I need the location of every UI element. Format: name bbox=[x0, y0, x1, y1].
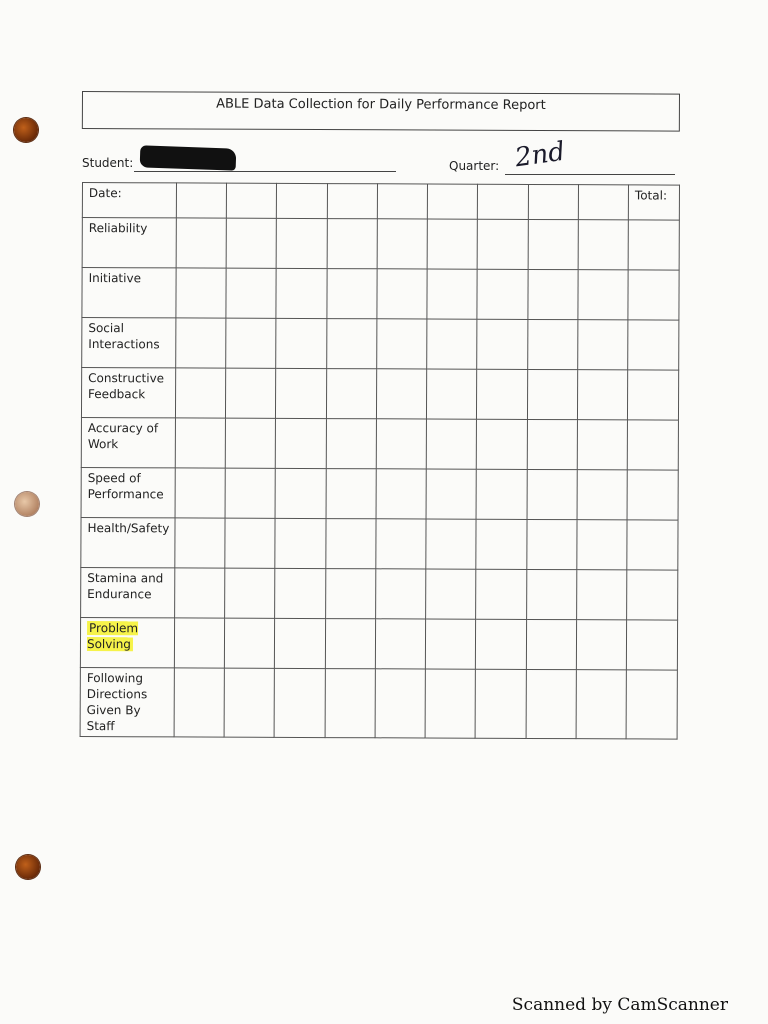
score-cell[interactable] bbox=[476, 469, 526, 519]
table-row bbox=[81, 567, 678, 620]
score-cell[interactable] bbox=[578, 270, 628, 320]
score-cell[interactable] bbox=[376, 419, 426, 469]
total-cell[interactable] bbox=[627, 370, 678, 420]
score-cell[interactable] bbox=[275, 568, 325, 618]
criterion-text: Reliability bbox=[88, 221, 148, 236]
score-cell[interactable] bbox=[576, 570, 626, 620]
score-cell[interactable] bbox=[225, 568, 275, 618]
score-cell[interactable] bbox=[176, 218, 226, 268]
score-cell[interactable] bbox=[576, 620, 626, 670]
score-cell[interactable] bbox=[577, 370, 627, 420]
redacted-student-name bbox=[140, 145, 237, 170]
criterion-label bbox=[81, 517, 175, 567]
score-cell[interactable] bbox=[275, 668, 326, 737]
total-label: Total: bbox=[628, 185, 679, 220]
date-cell[interactable] bbox=[377, 184, 427, 219]
table-row bbox=[82, 268, 679, 321]
table-row bbox=[81, 368, 678, 421]
total-cell[interactable] bbox=[627, 570, 678, 620]
score-cell[interactable] bbox=[226, 218, 276, 268]
report-title-box bbox=[82, 91, 680, 132]
score-cell[interactable] bbox=[326, 369, 376, 419]
score-cell[interactable] bbox=[375, 569, 425, 619]
criterion-text: Constructive Feedback bbox=[88, 371, 165, 402]
score-cell[interactable] bbox=[426, 519, 476, 569]
table-row bbox=[81, 467, 678, 520]
score-cell[interactable] bbox=[476, 569, 526, 619]
binder-hole-bottom bbox=[16, 855, 40, 879]
total-cell[interactable] bbox=[628, 220, 679, 270]
score-cell[interactable] bbox=[277, 218, 327, 268]
score-cell[interactable] bbox=[225, 518, 275, 568]
binder-hole-top bbox=[14, 118, 38, 142]
criterion-label bbox=[81, 467, 175, 517]
score-cell[interactable] bbox=[325, 519, 375, 569]
date-cell[interactable] bbox=[427, 184, 477, 219]
score-cell[interactable] bbox=[427, 319, 477, 369]
quarter-value: 2nd bbox=[513, 136, 567, 174]
total-cell[interactable] bbox=[627, 420, 678, 470]
score-cell[interactable] bbox=[527, 469, 577, 519]
score-cell[interactable] bbox=[577, 470, 627, 520]
score-cell[interactable] bbox=[276, 268, 326, 318]
date-cell[interactable] bbox=[528, 184, 578, 219]
criterion-label bbox=[82, 318, 176, 368]
score-cell[interactable] bbox=[577, 320, 627, 370]
score-cell[interactable] bbox=[427, 269, 477, 319]
score-cell[interactable] bbox=[175, 368, 225, 418]
score-cell[interactable] bbox=[175, 468, 225, 518]
criterion-text: Following Directions Given By Staff bbox=[86, 671, 148, 734]
quarter-line bbox=[505, 174, 675, 175]
criterion-text: Health/Safety bbox=[87, 521, 170, 536]
score-cell[interactable] bbox=[477, 269, 527, 319]
score-cell[interactable] bbox=[578, 220, 628, 270]
criterion-label bbox=[81, 417, 175, 467]
score-cell[interactable] bbox=[477, 219, 527, 269]
score-cell[interactable] bbox=[326, 419, 376, 469]
score-cell[interactable] bbox=[526, 669, 577, 738]
score-cell[interactable] bbox=[427, 369, 477, 419]
score-cell[interactable] bbox=[425, 619, 475, 669]
score-cell[interactable] bbox=[275, 468, 325, 518]
score-cell[interactable] bbox=[377, 219, 427, 269]
table-header-row bbox=[82, 183, 679, 221]
score-cell[interactable] bbox=[527, 269, 577, 319]
criterion-label bbox=[81, 368, 175, 418]
criterion-text: Problem Solving bbox=[86, 621, 139, 652]
score-cell[interactable] bbox=[175, 518, 225, 568]
criterion-label bbox=[82, 218, 176, 268]
table-row bbox=[80, 617, 677, 670]
score-cell[interactable] bbox=[527, 419, 577, 469]
table-row bbox=[82, 318, 679, 371]
binder-hole-middle bbox=[15, 492, 39, 516]
score-cell[interactable] bbox=[225, 418, 275, 468]
score-cell[interactable] bbox=[327, 219, 377, 269]
score-cell[interactable] bbox=[375, 619, 425, 669]
score-cell[interactable] bbox=[377, 319, 427, 369]
score-cell[interactable] bbox=[276, 318, 326, 368]
score-cell[interactable] bbox=[426, 569, 476, 619]
score-cell[interactable] bbox=[475, 669, 526, 738]
score-cell[interactable] bbox=[325, 569, 375, 619]
score-cell[interactable] bbox=[577, 520, 627, 570]
score-cell[interactable] bbox=[526, 619, 576, 669]
student-label: Student: bbox=[82, 156, 134, 170]
score-cell[interactable] bbox=[225, 618, 275, 668]
date-cell[interactable] bbox=[176, 183, 226, 218]
total-cell[interactable] bbox=[626, 620, 677, 670]
score-cell[interactable] bbox=[528, 219, 578, 269]
score-cell[interactable] bbox=[425, 669, 476, 738]
scanner-watermark: Scanned by CamScanner bbox=[511, 995, 728, 1015]
total-cell[interactable] bbox=[627, 520, 678, 570]
table-row bbox=[81, 517, 678, 570]
score-cell[interactable] bbox=[427, 219, 477, 269]
score-cell[interactable] bbox=[426, 469, 476, 519]
score-cell[interactable] bbox=[174, 618, 224, 668]
date-cell[interactable] bbox=[227, 183, 277, 218]
score-cell[interactable] bbox=[376, 469, 426, 519]
score-cell[interactable] bbox=[326, 469, 376, 519]
criterion-label bbox=[82, 268, 176, 318]
score-cell[interactable] bbox=[375, 669, 426, 738]
total-cell[interactable] bbox=[626, 670, 677, 739]
score-cell[interactable] bbox=[376, 519, 426, 569]
total-cell[interactable] bbox=[627, 470, 678, 520]
date-label: Date: bbox=[82, 183, 176, 218]
score-cell[interactable] bbox=[276, 418, 326, 468]
score-cell[interactable] bbox=[276, 368, 326, 418]
score-cell[interactable] bbox=[326, 319, 376, 369]
table-row bbox=[80, 667, 677, 739]
criterion-label bbox=[81, 567, 175, 617]
score-cell[interactable] bbox=[325, 619, 375, 669]
criterion-text: Speed of Performance bbox=[87, 471, 164, 502]
score-cell[interactable] bbox=[477, 419, 527, 469]
score-cell[interactable] bbox=[174, 668, 225, 737]
score-cell[interactable] bbox=[477, 319, 527, 369]
score-cell[interactable] bbox=[526, 519, 576, 569]
score-cell[interactable] bbox=[426, 419, 476, 469]
score-cell[interactable] bbox=[226, 318, 276, 368]
score-cell[interactable] bbox=[226, 368, 276, 418]
date-cell[interactable] bbox=[327, 184, 377, 219]
score-cell[interactable] bbox=[175, 568, 225, 618]
score-cell[interactable] bbox=[175, 418, 225, 468]
student-line bbox=[134, 171, 396, 172]
score-cell[interactable] bbox=[577, 420, 627, 470]
score-cell[interactable] bbox=[225, 468, 275, 518]
criterion-text: Stamina and Endurance bbox=[87, 571, 164, 602]
criterion-text: Social Interactions bbox=[88, 321, 160, 352]
score-cell[interactable] bbox=[527, 369, 577, 419]
performance-table bbox=[80, 182, 680, 740]
score-cell[interactable] bbox=[224, 668, 275, 737]
score-cell[interactable] bbox=[527, 319, 577, 369]
table-row bbox=[81, 417, 678, 470]
score-cell[interactable] bbox=[275, 618, 325, 668]
quarter-label: Quarter: bbox=[449, 159, 500, 173]
date-cell[interactable] bbox=[277, 183, 327, 218]
date-cell[interactable] bbox=[578, 185, 628, 220]
score-cell[interactable] bbox=[275, 518, 325, 568]
score-cell[interactable] bbox=[576, 670, 627, 739]
total-cell[interactable] bbox=[628, 320, 679, 370]
table-row bbox=[82, 218, 679, 271]
criterion-label bbox=[80, 617, 174, 667]
criterion-label bbox=[80, 667, 174, 736]
score-cell[interactable] bbox=[325, 669, 376, 738]
criterion-text: Accuracy of Work bbox=[87, 421, 159, 452]
score-cell[interactable] bbox=[476, 519, 526, 569]
total-cell[interactable] bbox=[628, 270, 679, 320]
score-cell[interactable] bbox=[377, 269, 427, 319]
score-cell[interactable] bbox=[477, 369, 527, 419]
score-cell[interactable] bbox=[526, 569, 576, 619]
report-title: ABLE Data Collection for Daily Performance Report bbox=[216, 96, 546, 114]
criterion-text: Initiative bbox=[88, 271, 142, 286]
date-cell[interactable] bbox=[478, 184, 528, 219]
score-cell[interactable] bbox=[376, 369, 426, 419]
score-cell[interactable] bbox=[226, 268, 276, 318]
score-cell[interactable] bbox=[176, 318, 226, 368]
score-cell[interactable] bbox=[327, 269, 377, 319]
score-cell[interactable] bbox=[476, 619, 526, 669]
score-cell[interactable] bbox=[176, 268, 226, 318]
